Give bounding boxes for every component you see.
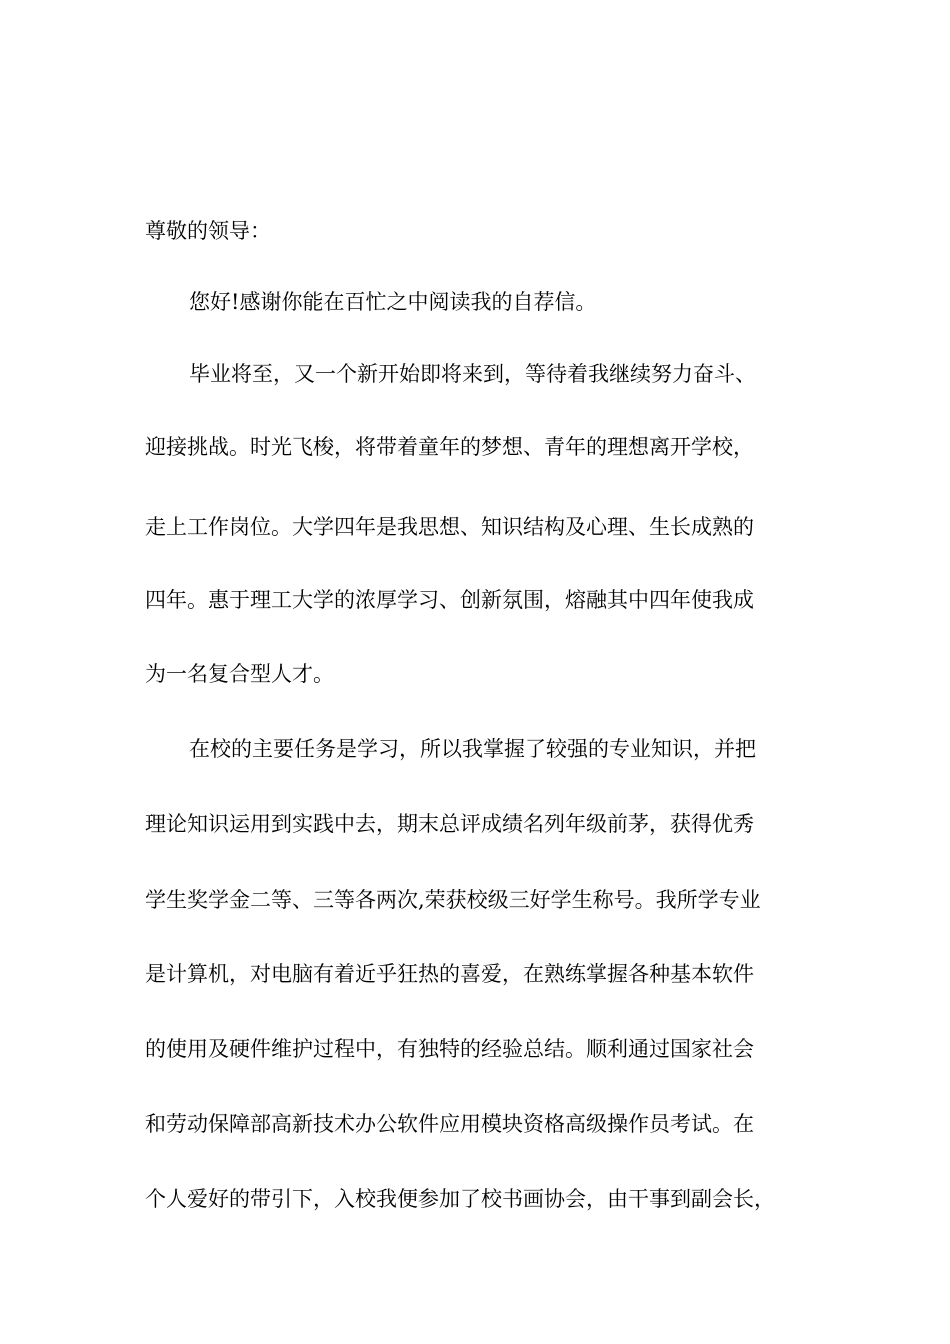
paragraph-line: 您好!感谢你能在百忙之中阅读我的自荐信。	[189, 290, 597, 314]
paragraph-line: 个人爱好的带引下，入校我便参加了校书画协会，由干事到副会长，	[145, 1187, 775, 1211]
salutation: 尊敬的领导：	[145, 219, 271, 243]
paragraph-line: 和劳动保障部高新技术办公软件应用模块资格高级操作员考试。在	[145, 1112, 754, 1136]
paragraph-line: 四年。惠于理工大学的浓厚学习、创新氛围，熔融其中四年使我成	[145, 588, 754, 612]
paragraph-line: 为一名复合型人才。	[145, 662, 334, 686]
paragraph-line: 学生奖学金二等、三等各两次,荣获校级三好学生称号。我所学专业	[145, 888, 761, 912]
paragraph-line: 毕业将至，又一个新开始即将来到，等待着我继续努力奋斗、	[189, 362, 756, 386]
paragraph-line: 走上工作岗位。大学四年是我思想、知识结构及心理、生长成熟的	[145, 515, 754, 539]
paragraph-line: 是计算机，对电脑有着近乎狂热的喜爱，在熟练掌握各种基本软件	[145, 962, 754, 986]
paragraph-line: 在校的主要任务是学习，所以我掌握了较强的专业知识，并把	[189, 737, 756, 761]
paragraph-line: 理论知识运用到实践中去，期末总评成绩名列年级前茅，获得优秀	[145, 812, 754, 836]
paragraph-line: 迎接挑战。时光飞梭，将带着童年的梦想、青年的理想离开学校，	[145, 435, 754, 459]
paragraph-line: 的使用及硬件维护过程中，有独特的经验总结。顺利通过国家社会	[145, 1037, 754, 1061]
